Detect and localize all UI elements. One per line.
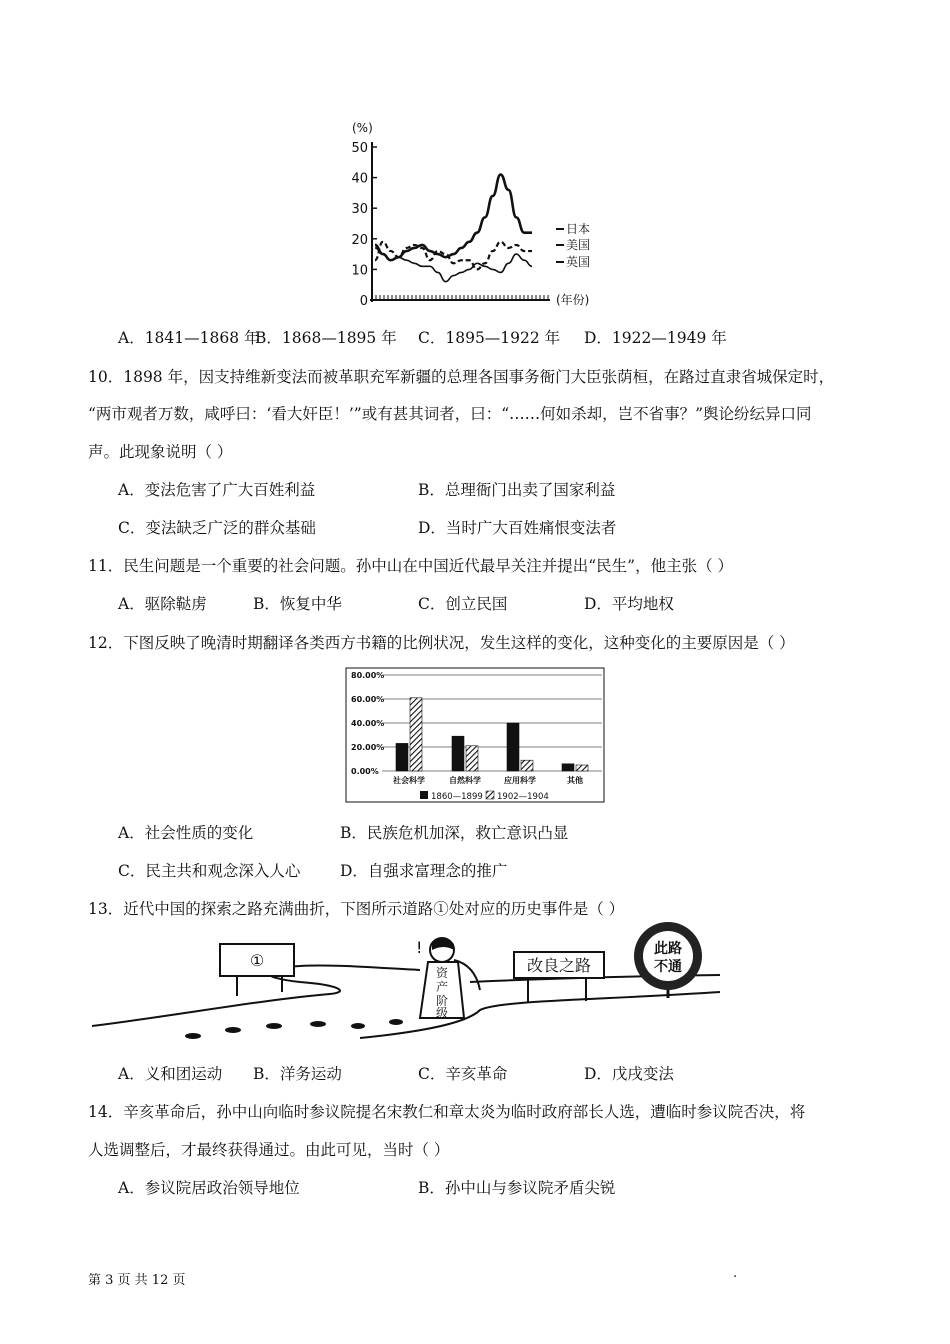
q10-option-b[interactable]: B．总理衙门出卖了国家利益 [418, 481, 616, 499]
q11-option-a[interactable]: A．驱除鞑虏 [118, 595, 207, 613]
sign-dead-end-line2: 不通 [654, 959, 682, 975]
x-unit-label: (年份) [556, 293, 590, 307]
road-lower-edge [360, 992, 720, 1038]
q10-text-line2: “两市观者万数，咸呼曰：‘看大奸臣！’”或有甚其词者，曰：“……何如杀却，岂不省事？”舆论纷纭异口同 [88, 405, 812, 423]
y-tick-label: 0.00% [351, 767, 379, 776]
q9-option-c[interactable]: C．1895—1922 年 [418, 329, 561, 347]
y-tick-label: 50 [351, 141, 368, 156]
person-figure [420, 937, 480, 1020]
category-label: 其他 [567, 776, 583, 785]
category-label: 自然科学 [449, 776, 481, 785]
legend-label: 日本 [566, 222, 591, 236]
legend-label-1: 1860—1899 [431, 792, 483, 802]
q11-option-c[interactable]: C．创立民国 [418, 595, 508, 613]
category-label: 社会科学 [393, 776, 425, 785]
q13-option-b[interactable]: B．洋务运动 [253, 1065, 342, 1083]
footer-dot: . [733, 1266, 738, 1281]
y-tick-label: 80.00% [351, 671, 385, 680]
y-tick-label: 20.00% [351, 743, 385, 752]
q14-option-b[interactable]: B．孙中山与参议院矛盾尖锐 [418, 1179, 616, 1197]
y-tick-label: 0 [359, 294, 368, 309]
category-label: 应用科学 [504, 776, 536, 785]
q10-text-line3: 声。此现象说明（ ） [88, 443, 233, 461]
q12-option-b[interactable]: B．民族危机加深，救亡意识凸显 [340, 824, 569, 842]
legend-label-2: 1902—1904 [497, 792, 549, 802]
person-label-1: 资 [435, 966, 449, 980]
q11-option-d[interactable]: D．平均地权 [584, 595, 674, 613]
q10-option-d[interactable]: D．当时广大百姓痛恨变法者 [418, 519, 617, 537]
q14-option-a[interactable]: A．参议院居政治领导地位 [118, 1179, 300, 1197]
q9-option-b[interactable]: B．1868—1895 年 [255, 329, 397, 347]
sign-dead-end-line1: 此路 [654, 941, 682, 957]
q13-option-c[interactable]: C．辛亥革命 [418, 1065, 508, 1083]
q14-text-line2: 人选调整后，才最终获得通过。由此可见，当时（ ） [88, 1141, 450, 1159]
page-number: 第 3 页 共 12 页 [88, 1273, 186, 1288]
y-tick-label: 20 [351, 232, 368, 248]
q10-option-a[interactable]: A．变法危害了广大百姓利益 [118, 481, 316, 499]
sign-1 [220, 944, 294, 996]
q11-option-b[interactable]: B．恢复中华 [253, 595, 342, 613]
q12-text-line1: 12．下图反映了晚清时期翻译各类西方书籍的比例状况，发生这样的变化，这种变化的主要原因是（ ） [88, 634, 795, 652]
sign-dead-end [634, 922, 702, 998]
q13-text-line1: 13．近代中国的探索之路充满曲折，下图所示道路①处对应的历史事件是（ ） [88, 900, 625, 918]
q9-option-a[interactable]: A．1841—1868 年 [118, 329, 260, 347]
sign-reform-road-label: 改良之路 [526, 956, 592, 975]
person-label-3: 阶 [435, 994, 449, 1008]
q12-option-c[interactable]: C．民主共和观念深入人心 [118, 862, 301, 880]
q9-option-d[interactable]: D．1922—1949 年 [584, 329, 727, 347]
q13-option-a[interactable]: A．义和团运动 [118, 1065, 223, 1083]
legend-label: 英国 [566, 255, 591, 269]
legend-label: 美国 [566, 238, 591, 252]
sign-1-label: ① [249, 951, 265, 970]
person-label-2: 产 [435, 980, 449, 994]
y-unit-label: (%) [352, 121, 373, 135]
sign-reform-road [514, 952, 604, 1003]
q13-option-d[interactable]: D．戊戌变法 [584, 1065, 674, 1083]
person-label-4: 级 [435, 1006, 449, 1020]
y-tick-label: 10 [351, 263, 368, 279]
q10-option-c[interactable]: C．变法缺乏广泛的群众基础 [118, 519, 316, 537]
y-tick-label: 60.00% [351, 695, 385, 704]
y-tick-label: 40 [351, 171, 368, 187]
y-tick-label: 40.00% [351, 719, 385, 728]
q10-text-line1: 10．1898 年，因支持维新变法而被革职充军新疆的总理各国事务衙门大臣张荫桓，在路过直隶省城保定时， [88, 368, 835, 386]
q12-option-d[interactable]: D．自强求富理念的推广 [340, 862, 508, 880]
q12-option-a[interactable]: A．社会性质的变化 [118, 824, 254, 842]
exclamation-mark: ! [416, 938, 423, 957]
q11-text-line1: 11．民生问题是一个重要的社会问题。孙中山在中国近代最早关注并提出“民生”，他主张（ ） [88, 557, 734, 575]
y-tick-label: 30 [351, 202, 368, 218]
q14-text-line1: 14．辛亥革命后，孙中山向临时参议院提名宋教仁和章太炎为临时政府部长人选，遭临时参议院否决，将 [88, 1103, 806, 1121]
